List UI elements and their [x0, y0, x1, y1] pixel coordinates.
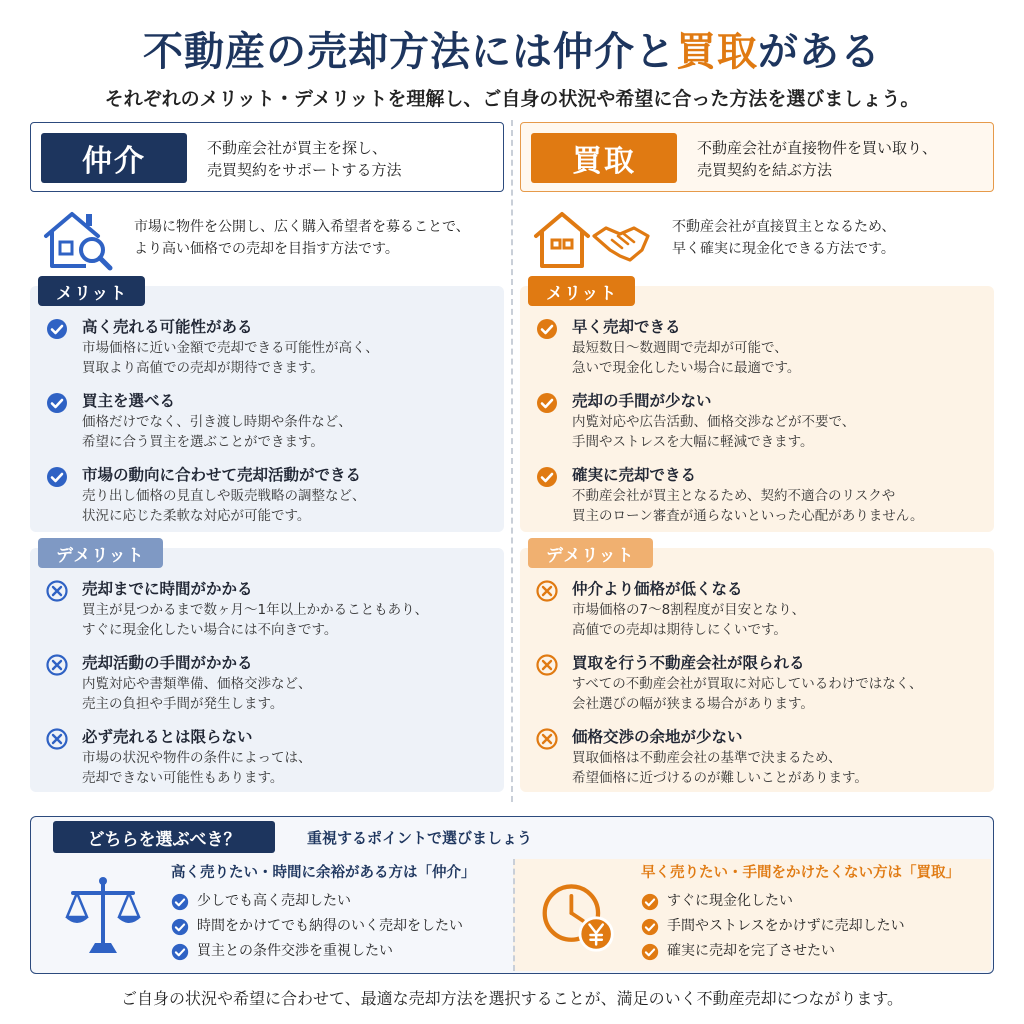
kaitori-demerit-item — [534, 578, 980, 640]
item-desc: 価格だけでなく、引き渡し時期や条件など、 — [82, 414, 352, 430]
item-desc: 売主の負担や手間が発生します。 — [82, 696, 284, 712]
chukai-header-desc — [207, 137, 402, 181]
kaitori-merit-tag: メリット — [528, 276, 635, 306]
scale-icon — [63, 873, 143, 957]
page-subtitle: それぞれのメリット・デメリットを理解し、ご自身の状況や希望に合った方法を選びましょう。 — [104, 88, 920, 110]
check-circle-icon — [536, 318, 558, 340]
item-title: 売却の手間が少ない — [572, 392, 712, 410]
chukai-desc-line2: 売買契約をサポートする方法 — [207, 161, 402, 179]
chukai-intro-text — [134, 216, 470, 260]
item-desc: 不動産会社が買主となるため、契約不適合のリスクや — [572, 488, 896, 504]
chukai-merit-item — [44, 464, 490, 526]
kaitori-label: 買取 — [531, 133, 677, 183]
kaitori-demerit-tag: デメリット — [528, 538, 653, 568]
chukai-demerit-tag: デメリット — [38, 538, 163, 568]
check-circle-icon — [641, 918, 659, 936]
house-handshake-icon — [530, 206, 654, 272]
footer-note: ご自身の状況や希望に合わせて、最適な売却方法を選択することが、満足のいく不動産売却につながります。 — [120, 989, 904, 1008]
chukai-label: 仲介 — [41, 133, 187, 183]
item-desc: 希望価格に近づけるのが難しいことがあります。 — [572, 770, 868, 786]
cross-circle-icon — [536, 580, 558, 602]
item-desc: 手間やストレスを大幅に軽減できます。 — [572, 434, 814, 450]
kaitori-intro-line1: 不動産会社が直接買主となるため、 — [672, 219, 896, 235]
chukai-demerit-item — [44, 726, 490, 788]
title-chukai: 仲介 — [553, 29, 635, 75]
choose-tag: どちらを選ぶべき？ — [53, 821, 275, 853]
check-circle-icon — [171, 893, 189, 911]
choose-chukai-list — [171, 889, 463, 964]
list-item-text: 確実に売却を完了させたい — [667, 943, 835, 959]
list-item — [171, 914, 463, 939]
item-desc: 高値での売却は期待しにくいです。 — [572, 622, 787, 638]
item-title: 仲介より価格が低くなる — [572, 580, 743, 598]
kaitori-header-desc — [697, 137, 937, 181]
chukai-intro-line2: より高い価格での売却を目指す方法です。 — [134, 241, 399, 257]
list-item-text: 時間をかけてでも納得のいく売却をしたい — [197, 918, 463, 934]
kaitori-merit-item — [534, 316, 980, 378]
item-title: 必ず売れるとは限らない — [82, 728, 253, 746]
check-circle-icon — [46, 466, 68, 488]
item-desc: 売却できない可能性もあります。 — [82, 770, 284, 786]
kaitori-merit-item — [534, 464, 980, 526]
item-title: 売却活動の手間がかかる — [82, 654, 253, 672]
chukai-demerit-item — [44, 578, 490, 640]
check-circle-icon — [536, 466, 558, 488]
choose-kaitori-list — [641, 889, 905, 964]
kaitori-column — [520, 122, 994, 792]
kaitori-merit-panel — [520, 283, 994, 532]
item-title: 高く売れる可能性がある — [82, 318, 253, 336]
item-desc: 内覧対応や書類準備、価格交渉など、 — [82, 676, 312, 692]
list-item-text: 買主との条件交渉を重視したい — [197, 943, 393, 959]
check-circle-icon — [46, 318, 68, 340]
chukai-merit-item — [44, 390, 490, 452]
kaitori-header — [520, 122, 994, 192]
title-part2: がある — [758, 29, 881, 75]
choose-kaitori-title: 早く売りたい・手間をかけたくない方は「買取」 — [641, 865, 960, 881]
item-title: 市場の動向に合わせて売却活動ができる — [82, 466, 362, 484]
item-desc: 売り出し価格の見直しや販売戦略の調整など、 — [82, 488, 366, 504]
chukai-desc-line1: 不動産会社が買主を探し、 — [207, 139, 388, 157]
list-item-text: すぐに現金化したい — [667, 893, 793, 909]
title-part1: 不動産の売却方法には — [143, 29, 553, 75]
check-circle-icon — [171, 918, 189, 936]
item-desc: 会社選びの幅が狭まる場合があります。 — [572, 696, 814, 712]
item-desc: 市場価格の7〜8割程度が目安となり、 — [572, 602, 806, 618]
choose-chukai-title: 高く売りたい・時間に余裕がある方は「仲介」 — [171, 865, 476, 881]
title-kaitori: 買取 — [676, 29, 758, 75]
list-item — [641, 889, 905, 914]
chukai-header — [30, 122, 504, 192]
item-desc: 買主のローン審査が通らないといった心配がありません。 — [572, 508, 924, 524]
item-title: 買主を選べる — [82, 392, 176, 410]
item-title: 確実に売却できる — [572, 466, 697, 484]
item-title: 売却までに時間がかかる — [82, 580, 253, 598]
kaitori-intro-line2: 早く確実に現金化できる方法です。 — [672, 241, 895, 257]
item-title: 価格交渉の余地が少ない — [572, 728, 743, 746]
kaitori-desc-line2: 売買契約を結ぶ方法 — [697, 161, 833, 179]
house-search-icon — [40, 206, 116, 272]
list-item-text: 少しでも高く売却したい — [197, 893, 351, 909]
kaitori-demerit-panel — [520, 545, 994, 792]
list-item-text: 手間やストレスをかけずに売却したい — [667, 918, 905, 934]
check-circle-icon — [46, 392, 68, 414]
item-desc: 市場の状況や物件の条件によっては、 — [82, 750, 312, 766]
list-item — [171, 939, 463, 964]
item-desc: 急いで現金化したい場合に最適です。 — [572, 360, 801, 376]
kaitori-demerit-item — [534, 652, 980, 714]
choose-kaitori — [513, 859, 991, 971]
item-desc: 買取価格は不動産会社の基準で決まるため、 — [572, 750, 842, 766]
item-title: 買取を行う不動産会社が限られる — [572, 654, 805, 672]
choose-subtitle: 重視するポイントで選びましょう — [307, 829, 533, 847]
chukai-column — [30, 122, 504, 792]
cross-circle-icon — [536, 728, 558, 750]
list-item — [171, 889, 463, 914]
choose-section — [30, 816, 994, 974]
kaitori-demerit-item — [534, 726, 980, 788]
check-circle-icon — [641, 943, 659, 961]
item-desc: すぐに現金化したい場合には不向きです。 — [82, 622, 338, 638]
column-divider — [511, 120, 513, 802]
check-circle-icon — [536, 392, 558, 414]
item-title: 早く売却できる — [572, 318, 681, 336]
kaitori-merit-item — [534, 390, 980, 452]
list-item — [641, 914, 905, 939]
check-circle-icon — [641, 893, 659, 911]
chukai-intro — [30, 202, 504, 280]
chukai-intro-line1: 市場に物件を公開し、広く購入希望者を募ることで、 — [134, 219, 470, 235]
item-desc: 買取より高値での売却が期待できます。 — [82, 360, 324, 376]
kaitori-intro — [520, 202, 994, 280]
page-title — [0, 20, 1024, 77]
chukai-merit-panel — [30, 283, 504, 532]
cross-circle-icon — [536, 654, 558, 676]
kaitori-desc-line1: 不動産会社が直接物件を買い取り、 — [697, 139, 938, 157]
title-to: と — [635, 29, 676, 75]
cross-circle-icon — [46, 580, 68, 602]
item-desc: すべての不動産会社が買取に対応しているわけではなく、 — [572, 676, 923, 692]
cross-circle-icon — [46, 728, 68, 750]
chukai-demerit-panel — [30, 545, 504, 792]
cross-circle-icon — [46, 654, 68, 676]
clock-yen-icon — [539, 873, 619, 957]
item-desc: 買主が見つかるまで数ヶ月〜1年以上かかることもあり、 — [82, 602, 429, 618]
item-desc: 市場価格に近い金額で売却できる可能性が高く、 — [82, 340, 379, 356]
list-item — [641, 939, 905, 964]
item-desc: 状況に応じた柔軟な対応が可能です。 — [82, 508, 311, 524]
check-circle-icon — [171, 943, 189, 961]
choose-chukai — [33, 859, 511, 971]
chukai-merit-item — [44, 316, 490, 378]
chukai-demerit-item — [44, 652, 490, 714]
item-desc: 内覧対応や広告活動、価格交渉などが不要で、 — [572, 414, 856, 430]
item-desc: 最短数日〜数週間で売却が可能で、 — [572, 340, 788, 356]
chukai-merit-tag: メリット — [38, 276, 145, 306]
kaitori-intro-text — [672, 216, 895, 260]
item-desc: 希望に合う買主を選ぶことができます。 — [82, 434, 324, 450]
